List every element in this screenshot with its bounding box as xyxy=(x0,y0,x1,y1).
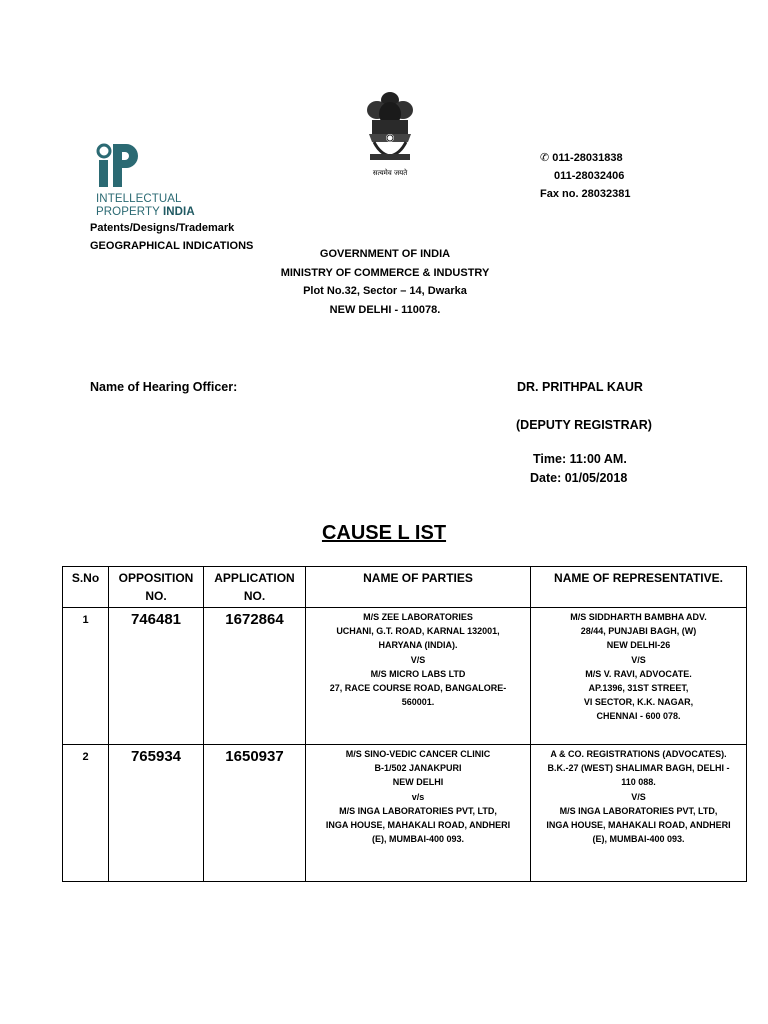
representative-line: (E), MUMBAI-400 093. xyxy=(592,834,685,845)
table-row xyxy=(63,745,747,882)
representative-line: V/S xyxy=(631,791,646,802)
party-line: B-1/502 JANAKPURI xyxy=(374,763,462,774)
party-line: v/s xyxy=(411,791,425,802)
header-sno: S.No xyxy=(63,567,109,608)
office-line: NEW DELHI - 110078. xyxy=(329,303,441,316)
office-line: GOVERNMENT OF INDIA xyxy=(319,248,451,260)
representative-line: AP.1396, 31ST STREET, xyxy=(588,683,689,694)
phone-line-2: 011-28032406 xyxy=(554,170,625,182)
cell-opposition-no: 746481 xyxy=(109,608,204,745)
cell-sno: 1 xyxy=(63,608,109,745)
representative-line: NEW DELHI-26 xyxy=(606,640,671,651)
representative-line: M/S INGA LABORATORIES PVT, LTD, xyxy=(559,805,718,816)
header-name-of-representative: NAME OF REPRESENTATIVE. xyxy=(531,567,747,608)
representative-line: B.K.-27 (WEST) SHALIMAR BAGH, DELHI - xyxy=(547,763,730,774)
representative-line: 28/44, PUNJABI BAGH, (W) xyxy=(580,626,697,637)
table-header-row xyxy=(63,567,747,608)
hearing-officer-designation: (DEPUTY REGISTRAR) xyxy=(516,418,652,432)
hearing-time: Time: 11:00 AM. xyxy=(533,452,627,466)
header-opposition-no: OPPOSITION NO. xyxy=(109,567,204,608)
header-application-no: APPLICATION NO. xyxy=(204,567,306,608)
ip-india-logo xyxy=(96,142,206,222)
cell-representatives xyxy=(531,745,747,882)
cell-parties xyxy=(306,608,531,745)
ip-logo-mark-icon xyxy=(96,142,142,188)
logo-text-intellectual: INTELLECTUAL xyxy=(96,193,182,205)
party-line: M/S INGA LABORATORIES PVT, LTD, xyxy=(339,805,497,816)
party-line: M/S ZEE LABORATORIES xyxy=(363,612,473,622)
representative-line: A & CO. REGISTRATIONS (ADVOCATES). xyxy=(550,749,727,759)
contact-block xyxy=(540,149,740,203)
subline-patents: Patents/Designs/Trademark xyxy=(90,222,235,234)
document-title: CAUSE L IST xyxy=(321,522,447,544)
logo-text-property-india: PROPERTY INDIA xyxy=(96,206,195,218)
office-address xyxy=(230,245,540,319)
emblem-caption: सत्यमेव जयते xyxy=(372,169,408,177)
header-name-of-parties: NAME OF PARTIES xyxy=(306,567,531,608)
subline-geographical: GEOGRAPHICAL INDICATIONS xyxy=(90,240,254,252)
cell-application-no: 1672864 xyxy=(204,608,306,745)
office-line: MINISTRY OF COMMERCE & INDUSTRY xyxy=(280,266,490,279)
party-line: INGA HOUSE, MAHAKALI ROAD, ANDHERI xyxy=(325,820,511,831)
cell-application-no: 1650937 xyxy=(204,745,306,882)
hearing-date: Date: 01/05/2018 xyxy=(530,471,628,485)
cell-parties xyxy=(306,745,531,882)
representative-line: M/S V. RAVI, ADVOCATE. xyxy=(585,668,692,679)
party-line: UCHANI, G.T. ROAD, KARNAL 132001, xyxy=(336,626,500,637)
party-line: HARYANA (INDIA). xyxy=(378,640,458,651)
table-row xyxy=(63,608,747,745)
cell-representatives xyxy=(531,608,747,745)
hearing-officer-name: DR. PRITHPAL KAUR xyxy=(517,380,643,394)
phone-line-1: ✆ 011-28031838 xyxy=(540,151,623,164)
representative-line: VI SECTOR, K.K. NAGAR, xyxy=(583,697,694,708)
party-line: M/S MICRO LABS LTD xyxy=(370,668,466,679)
party-line: M/S SINO-VEDIC CANCER CLINIC xyxy=(345,749,491,759)
office-line: Plot No.32, Sector – 14, Dwarka xyxy=(303,285,467,297)
national-emblem xyxy=(360,90,420,176)
lion-capital-icon xyxy=(360,90,420,166)
party-line: V/S xyxy=(410,654,426,665)
fax-line: Fax no. 28032381 xyxy=(540,188,631,200)
representative-line: M/S SIDDHARTH BAMBHA ADV. xyxy=(570,612,707,622)
party-line: 27, RACE COURSE ROAD, BANGALORE- xyxy=(329,683,507,694)
representative-line: CHENNAI - 600 078. xyxy=(596,711,681,722)
representative-line: INGA HOUSE, MAHAKALI ROAD, ANDHERI xyxy=(546,820,731,831)
hearing-officer-label: Name of Hearing Officer: xyxy=(90,380,238,394)
representative-line: V/S xyxy=(631,654,646,665)
cell-opposition-no: 765934 xyxy=(109,745,204,882)
phone-icon: ✆ xyxy=(540,151,550,164)
party-line: NEW DELHI xyxy=(392,777,444,788)
cell-sno: 2 xyxy=(63,745,109,882)
party-line: (E), MUMBAI-400 093. xyxy=(371,834,465,845)
representative-line: 110 088. xyxy=(621,777,656,788)
party-line: 560001. xyxy=(401,697,435,708)
cause-list-table xyxy=(62,566,747,882)
